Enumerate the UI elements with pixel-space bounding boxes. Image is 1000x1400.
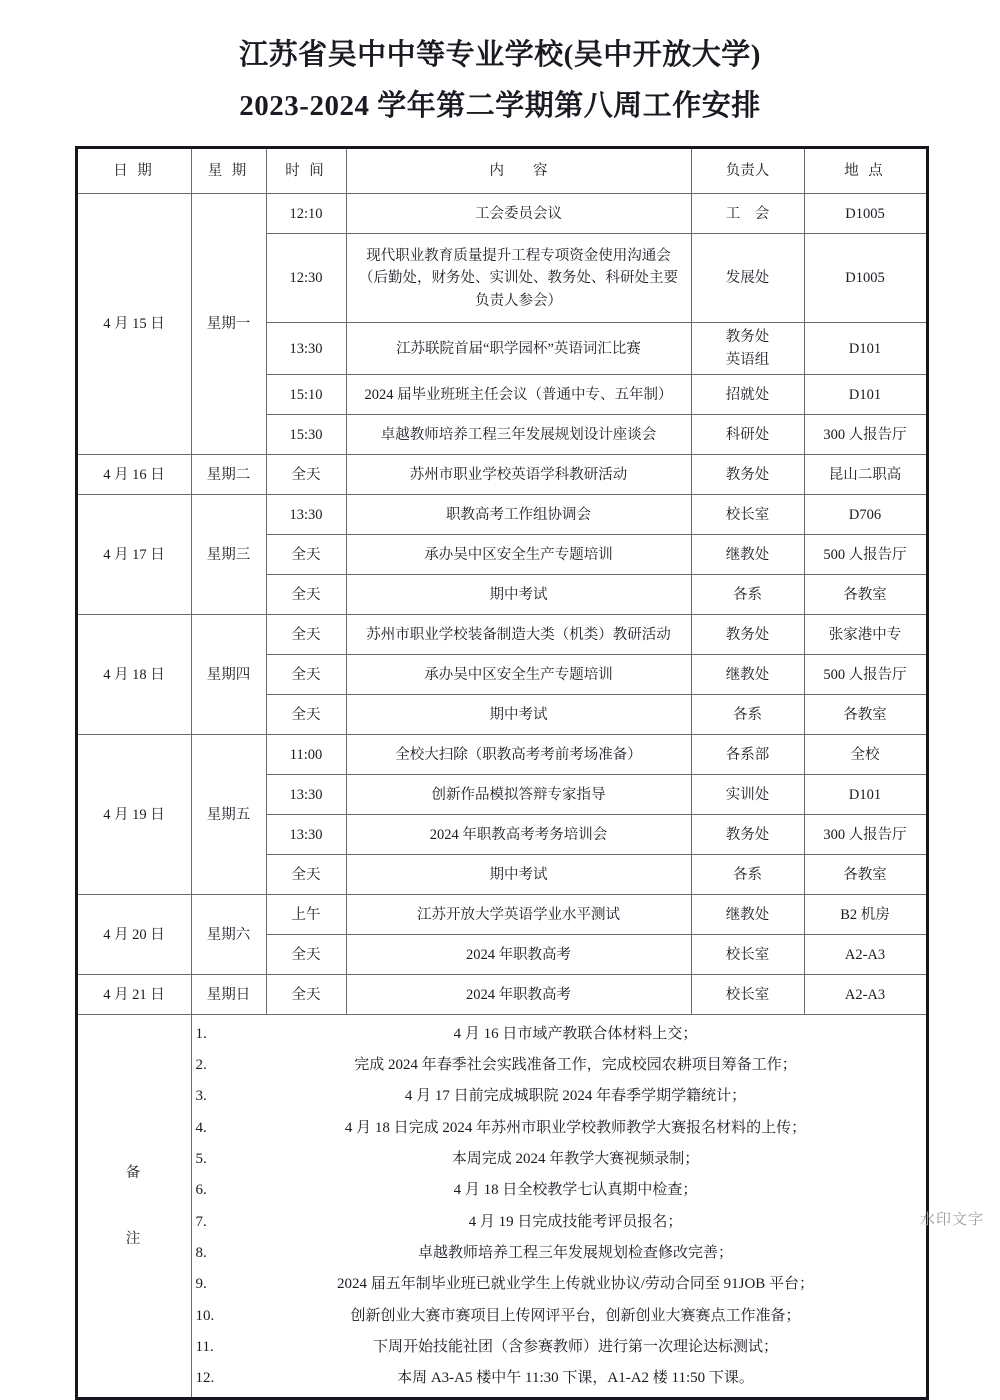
column-header-place: 地 点 xyxy=(804,148,927,194)
cell-owner: 工 会 xyxy=(691,194,804,234)
cell-place: D101 xyxy=(804,775,927,815)
cell-content-line: （后勤处，财务处、实训处、教务处、科研处主要 xyxy=(359,270,678,287)
cell-owner: 各系 xyxy=(691,695,804,735)
cell-time: 上午 xyxy=(266,895,346,935)
notes-label-char-2: 注 xyxy=(125,1231,143,1248)
cell-owner: 各系 xyxy=(691,575,804,615)
table-row xyxy=(76,194,927,234)
note-text: 4 月 18 日全校教学七认真期中检查； xyxy=(453,1182,698,1199)
table-row xyxy=(76,455,927,495)
cell-content xyxy=(346,234,691,323)
note-text: 下周开始技能社团（含参赛教师）进行第一次理论达标测试； xyxy=(372,1338,778,1355)
cell-weekday: 星期四 xyxy=(191,615,266,735)
cell-owner: 校长室 xyxy=(691,935,804,975)
cell-place: 各教室 xyxy=(804,695,927,735)
cell-place: D706 xyxy=(804,495,927,535)
note-number: 4. xyxy=(195,1119,207,1136)
cell-content: 2024 年职教高考 xyxy=(346,975,691,1015)
table-row xyxy=(76,495,927,535)
cell-owner: 教务处 xyxy=(691,615,804,655)
note-number: 12. xyxy=(195,1370,215,1387)
notes-label-char-1: 备 xyxy=(125,1164,143,1181)
cell-time: 全天 xyxy=(266,575,346,615)
note-item xyxy=(196,1050,922,1081)
cell-owner: 继教处 xyxy=(691,655,804,695)
cell-time: 全天 xyxy=(266,975,346,1015)
cell-time: 12:30 xyxy=(266,234,346,323)
cell-owner: 招就处 xyxy=(691,375,804,415)
note-item xyxy=(196,1112,922,1143)
cell-content: 2024 年职教高考 xyxy=(346,935,691,975)
cell-place: D101 xyxy=(804,323,927,375)
cell-time: 11:00 xyxy=(266,735,346,775)
cell-content: 江苏开放大学英语学业水平测试 xyxy=(346,895,691,935)
cell-content: 期中考试 xyxy=(346,855,691,895)
cell-content-line: 负责人参会） xyxy=(475,292,562,309)
note-text: 卓越教师培养工程三年发展规划检查修改完善； xyxy=(417,1244,733,1261)
note-text: 本周 A3-A5 楼中午 11:30 下课，A1-A2 楼 11:50 下课。 xyxy=(397,1370,754,1387)
cell-content: 承办吴中区安全生产专题培训 xyxy=(346,535,691,575)
cell-content: 工会委员会议 xyxy=(346,194,691,234)
note-item xyxy=(196,1175,922,1206)
note-number: 8. xyxy=(195,1244,207,1261)
table-body xyxy=(76,194,927,1399)
document-title-line-2: 2023-2024 学年第二学期第八周工作安排 xyxy=(239,89,761,122)
cell-owner: 各系 xyxy=(691,855,804,895)
cell-date: 4 月 15 日 xyxy=(76,194,191,455)
cell-weekday: 星期二 xyxy=(191,455,266,495)
cell-weekday: 星期五 xyxy=(191,735,266,895)
cell-content: 卓越教师培养工程三年发展规划设计座谈会 xyxy=(346,415,691,455)
cell-place: A2-A3 xyxy=(804,975,927,1015)
schedule-table-wrapper xyxy=(75,146,926,1400)
cell-owner xyxy=(691,323,804,375)
cell-owner: 教务处 xyxy=(691,815,804,855)
title-block xyxy=(0,0,1000,128)
note-item xyxy=(196,1144,922,1175)
note-text: 本周完成 2024 年教学大赛视频录制； xyxy=(451,1151,700,1168)
cell-date: 4 月 20 日 xyxy=(76,895,191,975)
notes-row xyxy=(76,1015,927,1399)
cell-place: 昆山二职高 xyxy=(804,455,927,495)
column-header-week: 星 期 xyxy=(191,148,266,194)
cell-time: 全天 xyxy=(266,535,346,575)
cell-content: 苏州市职业学校英语学科教研活动 xyxy=(346,455,691,495)
cell-content: 江苏联院首届“职学园杯”英语词汇比赛 xyxy=(346,323,691,375)
cell-place: 全校 xyxy=(804,735,927,775)
note-text: 4 月 19 日完成技能考评员报名； xyxy=(468,1213,683,1230)
cell-owner: 教务处 xyxy=(691,455,804,495)
cell-place: D1005 xyxy=(804,194,927,234)
table-header xyxy=(76,148,927,194)
cell-weekday: 星期一 xyxy=(191,194,266,455)
cell-content: 全校大扫除（职教高考考前考场准备） xyxy=(346,735,691,775)
cell-weekday: 星期三 xyxy=(191,495,266,615)
cell-owner: 继教处 xyxy=(691,895,804,935)
note-item xyxy=(196,1206,922,1237)
note-number: 2. xyxy=(195,1057,207,1074)
cell-owner: 校长室 xyxy=(691,975,804,1015)
cell-time: 全天 xyxy=(266,695,346,735)
cell-date: 4 月 16 日 xyxy=(76,455,191,495)
note-number: 9. xyxy=(195,1276,207,1293)
note-number: 7. xyxy=(195,1213,207,1230)
cell-weekday: 星期六 xyxy=(191,895,266,975)
table-row xyxy=(76,735,927,775)
cell-time: 13:30 xyxy=(266,323,346,375)
cell-place: D101 xyxy=(804,375,927,415)
note-item xyxy=(196,1237,922,1268)
note-number: 5. xyxy=(195,1151,207,1168)
cell-owner: 实训处 xyxy=(691,775,804,815)
cell-place: D1005 xyxy=(804,234,927,323)
cell-content: 创新作品模拟答辩专家指导 xyxy=(346,775,691,815)
cell-content: 承办吴中区安全生产专题培训 xyxy=(346,655,691,695)
note-text: 2024 届五年制毕业班已就业学生上传就业协议/劳动合同至 91JOB 平台； xyxy=(336,1276,815,1293)
cell-place: A2-A3 xyxy=(804,935,927,975)
cell-owner: 发展处 xyxy=(691,234,804,323)
cell-date: 4 月 21 日 xyxy=(76,975,191,1015)
table-row xyxy=(76,895,927,935)
cell-place: B2 机房 xyxy=(804,895,927,935)
note-number: 10. xyxy=(195,1307,215,1324)
notes-body xyxy=(191,1015,927,1399)
column-header-date: 日 期 xyxy=(76,148,191,194)
note-number: 11. xyxy=(195,1338,214,1355)
cell-content: 2024 届毕业班班主任会议（普通中专、五年制） xyxy=(346,375,691,415)
cell-owner: 继教处 xyxy=(691,535,804,575)
cell-time: 全天 xyxy=(266,615,346,655)
column-header-content: 内 容 xyxy=(346,148,691,194)
cell-weekday: 星期日 xyxy=(191,975,266,1015)
note-item xyxy=(196,1081,922,1112)
cell-content: 期中考试 xyxy=(346,695,691,735)
note-number: 1. xyxy=(195,1025,207,1042)
note-text: 完成 2024 年春季社会实践准备工作，完成校园农耕项目筹备工作； xyxy=(354,1057,797,1074)
note-text: 4 月 17 日前完成城职院 2024 年春季学期学籍统计； xyxy=(404,1088,747,1105)
cell-time: 全天 xyxy=(266,935,346,975)
table-row xyxy=(76,975,927,1015)
cell-place: 300 人报告厅 xyxy=(804,815,927,855)
cell-time: 12:10 xyxy=(266,194,346,234)
note-number: 3. xyxy=(195,1088,207,1105)
cell-content: 职教高考工作组协调会 xyxy=(346,495,691,535)
document-title-line-1: 江苏省吴中中等专业学校(吴中开放大学) xyxy=(239,39,761,71)
cell-owner: 各系部 xyxy=(691,735,804,775)
table-header-row xyxy=(76,148,927,194)
table-row xyxy=(76,615,927,655)
note-text: 4 月 16 日市域产教联合体材料上交； xyxy=(453,1025,698,1042)
note-item xyxy=(196,1300,922,1331)
cell-owner: 校长室 xyxy=(691,495,804,535)
cell-owner-line: 教务处 xyxy=(725,329,770,346)
column-header-owner: 负责人 xyxy=(691,148,804,194)
cell-time: 全天 xyxy=(266,455,346,495)
cell-content: 2024 年职教高考考务培训会 xyxy=(346,815,691,855)
note-number: 6. xyxy=(195,1182,207,1199)
cell-content: 期中考试 xyxy=(346,575,691,615)
note-item xyxy=(196,1018,922,1049)
notes-label xyxy=(76,1015,191,1399)
cell-date: 4 月 19 日 xyxy=(76,735,191,895)
cell-owner-line: 英语组 xyxy=(725,351,770,368)
schedule-table xyxy=(75,146,929,1400)
cell-place: 张家港中专 xyxy=(804,615,927,655)
cell-time: 全天 xyxy=(266,855,346,895)
cell-content: 苏州市职业学校装备制造大类（机类）教研活动 xyxy=(346,615,691,655)
note-item xyxy=(196,1269,922,1300)
cell-content-line: 现代职业教育质量提升工程专项资金使用沟通会 xyxy=(366,247,671,264)
note-text: 创新创业大赛市赛项目上传网评平台，创新创业大赛赛点工作准备； xyxy=(350,1307,801,1324)
watermark: 水印文字 xyxy=(919,1212,984,1228)
note-item xyxy=(196,1363,922,1394)
cell-time: 13:30 xyxy=(266,775,346,815)
cell-time: 13:30 xyxy=(266,815,346,855)
note-text: 4 月 18 日完成 2024 年苏州市职业学校教师教学大赛报名材料的上传； xyxy=(344,1119,807,1136)
cell-place: 500 人报告厅 xyxy=(804,535,927,575)
cell-owner: 科研处 xyxy=(691,415,804,455)
cell-date: 4 月 18 日 xyxy=(76,615,191,735)
cell-place: 500 人报告厅 xyxy=(804,655,927,695)
cell-place: 各教室 xyxy=(804,855,927,895)
cell-date: 4 月 17 日 xyxy=(76,495,191,615)
cell-time: 全天 xyxy=(266,655,346,695)
cell-place: 300 人报告厅 xyxy=(804,415,927,455)
note-item xyxy=(196,1331,922,1362)
cell-time: 13:30 xyxy=(266,495,346,535)
notes-list xyxy=(196,1018,922,1394)
cell-time: 15:30 xyxy=(266,415,346,455)
cell-place: 各教室 xyxy=(804,575,927,615)
cell-time: 15:10 xyxy=(266,375,346,415)
column-header-time: 时 间 xyxy=(266,148,346,194)
